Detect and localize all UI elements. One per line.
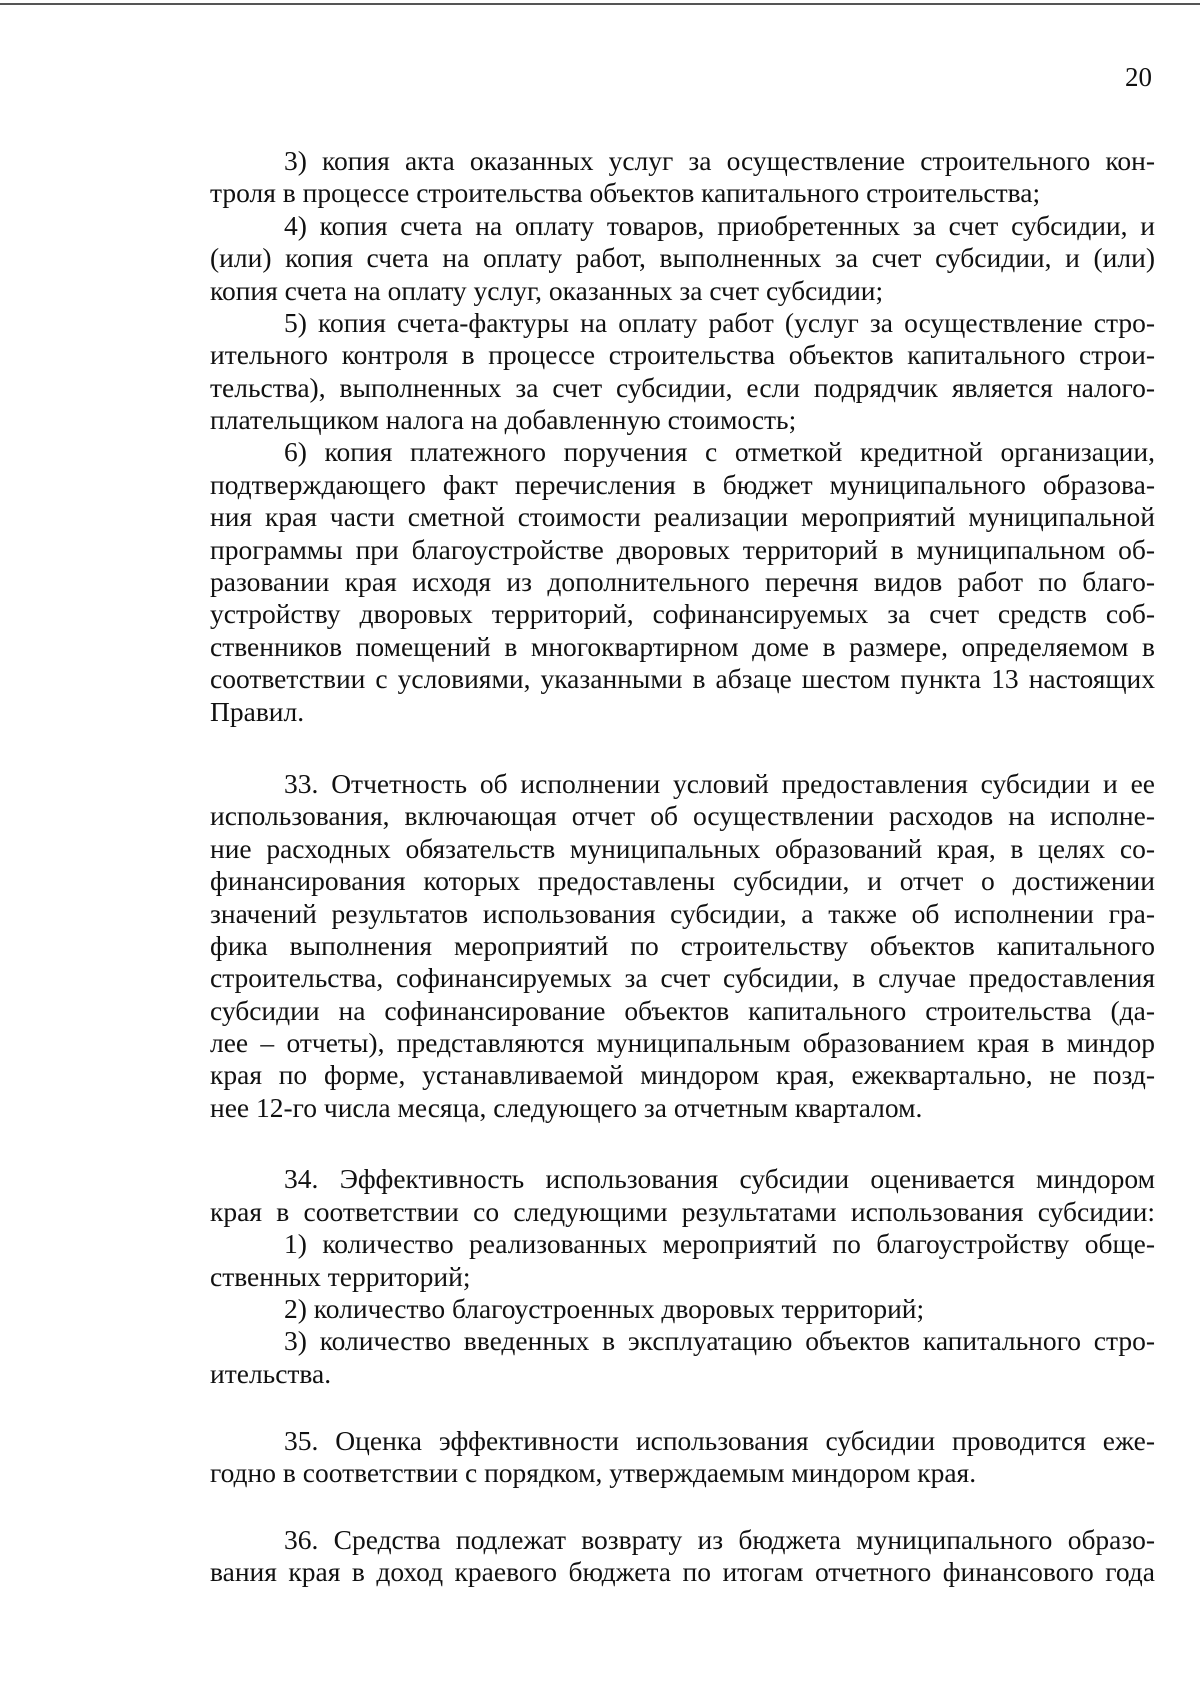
text-line: 6) копия платежного поручения с отметкой кредитной организации,	[284, 436, 1155, 467]
text-line: копия счета на оплату услуг, оказанных за счет субсидии;	[210, 275, 884, 306]
text-line: ния края части сметной стоимости реализации мероприятий муниципальной	[210, 501, 1155, 532]
text-line: 35. Оценка эффективности использования субсидии проводится еже-	[284, 1425, 1155, 1456]
text-line: значений результатов использования субсидии, а также об исполнении гра-	[210, 898, 1155, 929]
text-line: фика выполнения мероприятий по строительству объектов капитального	[210, 930, 1155, 961]
text-line: края по форме, устанавливаемой миндором края, ежеквартально, не позд-	[210, 1059, 1155, 1090]
text-line: 3) количество введенных в эксплуатацию объектов капитального стро-	[284, 1325, 1155, 1356]
text-line: Правил.	[210, 696, 305, 727]
text-line: соответствии с условиями, указанными в абзаце шестом пункта 13 настоящих	[210, 663, 1155, 694]
text-line: субсидии на софинансирование объектов капитального строительства (да-	[210, 995, 1155, 1026]
text-line: 36. Средства подлежат возврату из бюджета муниципального образо-	[284, 1524, 1155, 1555]
text-line: устройству дворовых территорий, софинансируемых за счет средств соб-	[210, 598, 1155, 629]
text-line: 4) копия счета на оплату товаров, приобретенных за счет субсидии, и	[284, 210, 1155, 241]
text-line: нее 12-го числа месяца, следующего за отчетным кварталом.	[210, 1092, 923, 1123]
text-line: 1) количество реализованных мероприятий по благоустройству обще-	[284, 1228, 1155, 1259]
text-line: тельства), выполненных за счет субсидии, если подрядчик является налого-	[210, 372, 1155, 403]
text-line: 34. Эффективность использования субсидии оценивается миндором	[284, 1163, 1155, 1194]
text-line: края в соответствии со следующими результатами использования субсидии:	[210, 1196, 1155, 1227]
text-line: подтверждающего факт перечисления в бюджет муниципального образова-	[210, 469, 1155, 500]
text-line: (или) копия счета на оплату работ, выполненных за счет субсидии, и (или)	[210, 242, 1155, 273]
text-line: 3) копия акта оказанных услуг за осуществление строительного кон-	[284, 145, 1155, 176]
page-number: 20	[1125, 62, 1152, 92]
text-line: 2) количество благоустроенных дворовых территорий;	[284, 1293, 925, 1324]
text-line: программы при благоустройстве дворовых территорий в муниципальном об-	[210, 534, 1155, 565]
text-line: 33. Отчетность об исполнении условий предоставления субсидии и ее	[284, 768, 1155, 799]
text-line: вания края в доход краевого бюджета по итогам отчетного финансового года	[210, 1556, 1155, 1587]
text-line: годно в соответствии с порядком, утверждаемым миндором края.	[210, 1457, 977, 1488]
text-line: разовании края исходя из дополнительного перечня видов работ по благо-	[210, 566, 1155, 597]
text-line: финансирования которых предоставлены субсидии, и отчет о достижении	[210, 865, 1155, 896]
text-line: 5) копия счета-фактуры на оплату работ (услуг за осуществление стро-	[284, 307, 1155, 338]
text-line: плательщиком налога на добавленную стоимость;	[210, 404, 797, 435]
text-line: ние расходных обязательств муниципальных образований края, в целях со-	[210, 833, 1155, 864]
text-line: использования, включающая отчет об осуществлении расходов на исполне-	[210, 800, 1155, 831]
text-line: строительства, софинансируемых за счет субсидии, в случае предоставления	[210, 962, 1155, 993]
text-line: ительного контроля в процессе строительства объектов капитального строи-	[210, 339, 1155, 370]
text-line: ительства.	[210, 1358, 332, 1389]
top-rule	[0, 3, 1200, 5]
text-line: лее – отчеты), представляются муниципальным образованием края в миндор	[210, 1027, 1155, 1058]
text-line: ственников помещений в многоквартирном доме в размере, определяемом в	[210, 631, 1155, 662]
text-line: троля в процессе строительства объектов капитального строительства;	[210, 177, 1041, 208]
text-line: ственных территорий;	[210, 1261, 471, 1292]
